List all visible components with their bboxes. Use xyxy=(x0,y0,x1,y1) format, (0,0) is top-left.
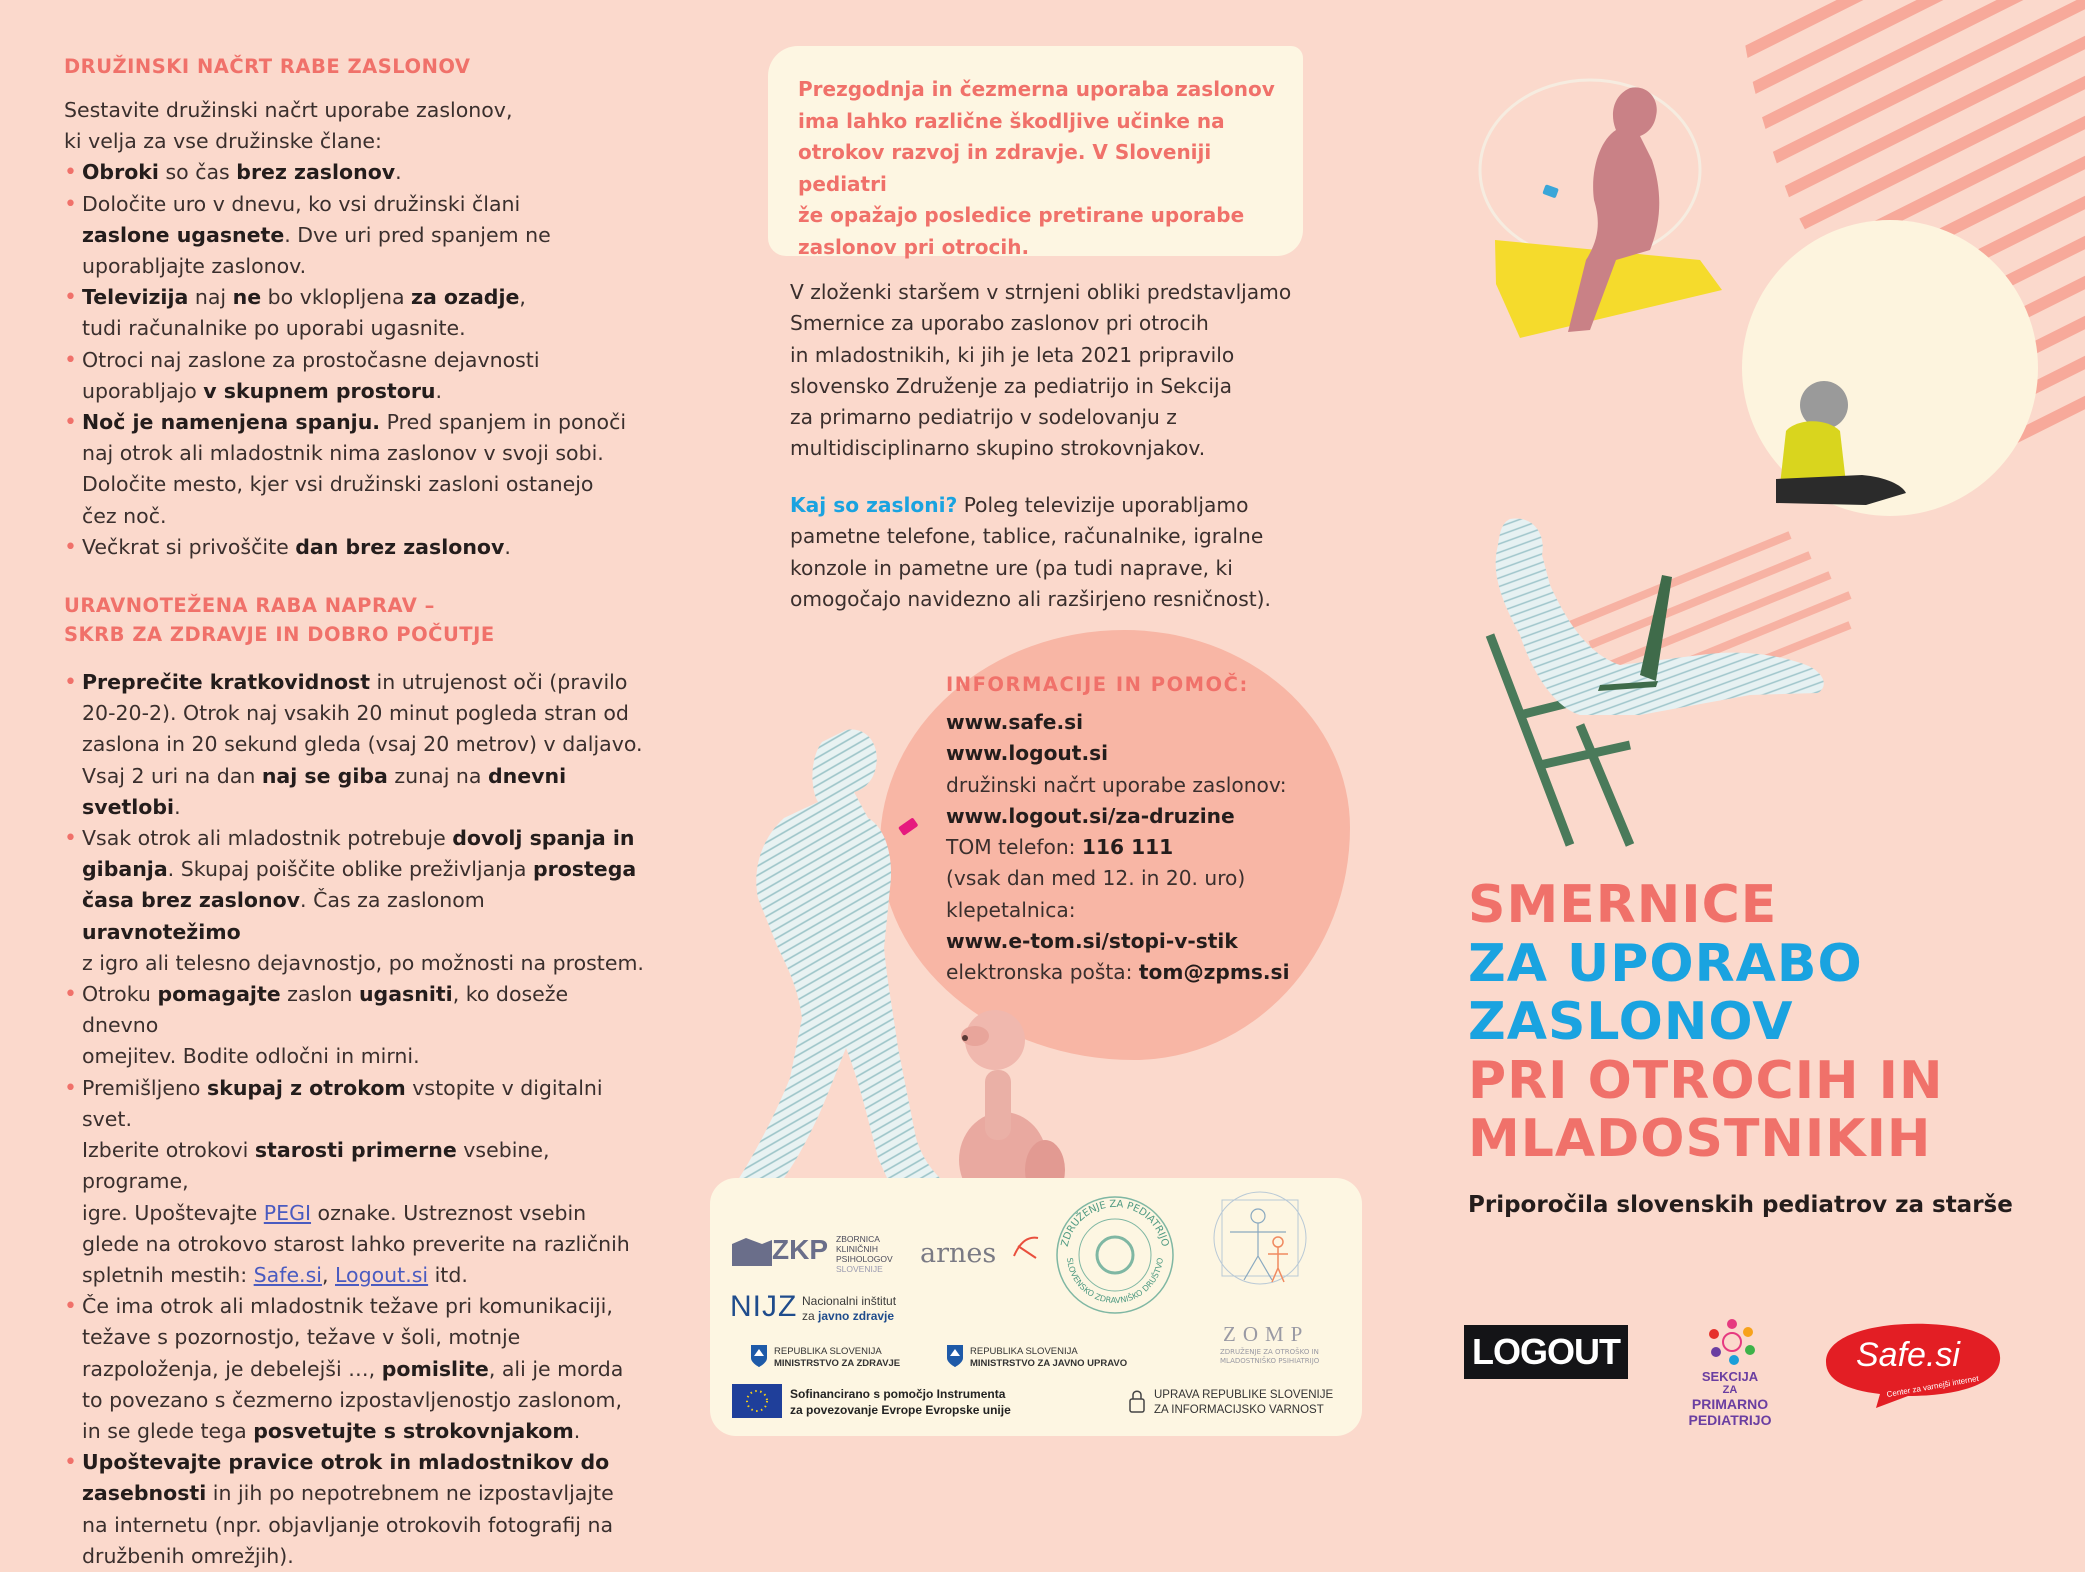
text: zunaj na xyxy=(387,763,488,788)
text: že opažajo posledice pretirane uporabe xyxy=(798,203,1245,227)
svg-text:ZDRUŽENJE ZA PEDIATRIJO xyxy=(1060,1199,1171,1248)
bold-text: uravnotežimo xyxy=(82,919,241,944)
bold-text: Noč je namenjena spanju. xyxy=(82,410,381,435)
arnes-logo: arnes xyxy=(920,1238,997,1269)
text: Pred spanjem in ponoči xyxy=(380,410,627,435)
bold-text: javno zdravje xyxy=(818,1309,895,1323)
seal-text-top: ZDRUŽENJE ZA PEDIATRIJO xyxy=(1059,1198,1171,1248)
text-line: • Otroci naj zaslone za prostočasne dejavnosti xyxy=(82,347,540,372)
text-line: MLADOSTNIŠKO PSIHIATRIJO xyxy=(1220,1356,1320,1365)
text: oznake. Ustreznost vsebin xyxy=(311,1200,587,1225)
text: zaslonov pri otrocih. xyxy=(798,234,1030,259)
text: , ko doseže dnevno xyxy=(82,982,569,1038)
text-line: SEKCIJA xyxy=(1701,1369,1759,1384)
bold-text: dovolj spanja in xyxy=(452,826,635,851)
girl-on-cushion-illustration xyxy=(1440,60,1740,350)
text-line: ZDRUŽENJE ZA OTROŠKO IN xyxy=(1220,1348,1319,1356)
family-plan-intro xyxy=(64,95,644,157)
bold-text: ne xyxy=(232,285,262,310)
eu-flag-icon xyxy=(732,1384,782,1418)
safe-tagline: Center za varnejši internet xyxy=(1885,1373,1980,1400)
text-line: PRIMARNO PEDIATRIJO xyxy=(1688,1396,1772,1428)
text: , xyxy=(519,285,526,310)
list-item xyxy=(64,823,644,979)
text-line: PSIHOLOGOV xyxy=(836,1254,893,1264)
text: Prezgodnja in čezmerna uporaba zaslonov xyxy=(798,77,1275,101)
children-circle-icon xyxy=(1704,1316,1760,1368)
text: TOM telefon: xyxy=(946,835,1082,860)
bold-text: v skupnem prostoru xyxy=(203,378,436,403)
text: Premišljeno xyxy=(82,1075,207,1100)
text-line: omogočajo navidezno ali razširjeno resničnost). xyxy=(790,586,1271,611)
cover-subtitle: Priporočila slovenskih pediatrov za starše xyxy=(1468,1192,2013,1218)
text: bo vklopljena xyxy=(261,285,412,310)
text-line: (vsak dan med 12. in 20. uro) xyxy=(946,866,1246,891)
text-line: Določite mesto, kjer vsi družinski zasloni ostanejo xyxy=(82,472,594,497)
zomp-logo-text: ZOMP xyxy=(1223,1322,1310,1346)
title-line: PRI OTROCIH IN xyxy=(1468,1050,1944,1111)
text: . Skupaj poiščite oblike preživljanja xyxy=(167,857,533,882)
text-line: KLINIČNIH xyxy=(836,1244,879,1254)
list-item xyxy=(64,532,644,563)
text-line: 20-20-2). Otrok naj vsakih 20 minut pogleda stran od xyxy=(82,701,629,726)
text-line: glede na otrokovo starost lahko preverite na različnih xyxy=(82,1231,630,1256)
text-line: Smernice za uporabo zaslonov pri otrocih xyxy=(790,311,1209,336)
list-item xyxy=(64,1291,644,1447)
screens-paragraph xyxy=(790,490,1310,615)
bold-text: dnevni svetlobi xyxy=(82,763,567,819)
partner-logos-panel xyxy=(710,1178,1362,1436)
help-section xyxy=(946,670,1346,989)
text-line: za povezovanje Evrope Evropske unije xyxy=(790,1403,1011,1417)
text: ima lahko različne škodljive učinke na xyxy=(798,108,1225,133)
seal-text-bottom: SLOVENSKO ZDRAVNIŠKO DRUŠTVO xyxy=(1065,1257,1165,1306)
text-line: klepetalnica: xyxy=(946,897,1076,922)
question-label: Kaj so zasloni? xyxy=(790,493,958,517)
text: . Čas za zaslonom xyxy=(300,888,485,913)
text-line: SLOVENIJE xyxy=(836,1264,883,1274)
text-line: tudi računalnike po uporabi ugasnite. xyxy=(82,316,466,341)
bold-text: pomagajte xyxy=(157,982,281,1007)
text: in jih po nepotrebnem ne izpostavljajte xyxy=(206,1481,614,1506)
bold-text: zaslone ugasnete xyxy=(82,222,285,247)
heading-line: SKRB ZA ZDRAVJE IN DOBRO POČUTJE xyxy=(64,623,495,647)
bold-text: Preprečite kratkovidnost xyxy=(82,670,371,695)
bold-text: gibanja xyxy=(82,857,168,882)
text: . xyxy=(395,160,402,185)
zdruzenje-pediatrija-seal xyxy=(1050,1190,1180,1320)
sekcija-logo xyxy=(1650,1316,1810,1426)
text-line: ZBORNICA xyxy=(836,1234,880,1244)
email-address[interactable]: tom@zpms.si xyxy=(1138,960,1290,985)
list-item xyxy=(64,157,644,188)
intro-paragraph xyxy=(790,277,1310,465)
list-item xyxy=(64,345,644,407)
text: naj xyxy=(188,285,233,310)
bold-text: dan brez zaslonov xyxy=(295,534,505,559)
slovenia-coat-icon xyxy=(946,1344,964,1368)
text-line: uporabljajte zaslonov. xyxy=(82,254,307,279)
text-line: za primarno pediatrijo v sodelovanju z xyxy=(790,405,1177,430)
walking-teen-illustration xyxy=(718,718,948,1188)
text-line: MINISTRSTVO ZA ZDRAVJE xyxy=(774,1358,901,1369)
text: . Dve uri pred spanjem ne xyxy=(284,222,551,247)
text: Večkrat si privoščite xyxy=(82,534,296,559)
text-line: in mladostnikih, ki jih je leta 2021 pripravilo xyxy=(790,342,1235,367)
text: in utrujenost oči (pravilo xyxy=(370,670,628,695)
list-item xyxy=(64,979,644,1073)
title-line: ZASLONOV xyxy=(1468,992,1794,1052)
zkp-logo xyxy=(732,1234,892,1274)
text-line: UPRAVA REPUBLIKE SLOVENIJE xyxy=(1154,1389,1334,1401)
text-line: pametne telefone, tablice, računalnike, igralne xyxy=(790,524,1264,549)
text: vstopite v digitalni svet. xyxy=(82,1075,603,1131)
safe-logo-text: Safe.si xyxy=(1856,1336,1960,1374)
text-line: konzole in pametne ure (pa tudi naprave, ki xyxy=(790,555,1233,580)
text-line: Nacionalni inštitut xyxy=(802,1294,897,1308)
man-in-chair-illustration xyxy=(1450,515,1850,885)
help-heading: INFORMACIJE IN POMOČ: xyxy=(946,673,1249,696)
text: Otroku xyxy=(82,982,158,1007)
text-line: zaslona in 20 sekund gleda (vsaj 20 metrov) v daljavo. xyxy=(82,732,643,757)
text-line: omejitev. Bodite odločni in mirni. xyxy=(82,1044,420,1069)
text: zaslon xyxy=(280,982,359,1007)
text: . xyxy=(174,794,181,819)
text: vsebine, programe, xyxy=(82,1138,550,1194)
text: za xyxy=(802,1309,819,1323)
bold-text: prostega xyxy=(532,857,637,882)
lock-icon xyxy=(1128,1388,1146,1414)
warning-note xyxy=(768,46,1303,259)
bold-text: posvetujte s strokovnjakom xyxy=(253,1418,574,1443)
text-line: • Če ima otrok ali mladostnik težave pri komunikaciji, xyxy=(82,1294,613,1319)
list-item xyxy=(64,1073,644,1291)
tom-phone: 116 111 xyxy=(1081,835,1174,860)
bold-text: zasebnosti xyxy=(82,1481,207,1506)
title-line: SMERNICE xyxy=(1468,875,1778,935)
text: , xyxy=(321,1262,335,1287)
text-line: z igro ali telesno dejavnostjo, po možnosti na prostem. xyxy=(82,950,644,975)
text-line: to povezano s čezmerno izpostavljenostjo zaslonom, xyxy=(82,1387,623,1412)
arnes-swoosh-icon xyxy=(1010,1232,1040,1262)
safe-si-logo[interactable] xyxy=(1818,1318,2006,1410)
text-line: težave s pozornostjo, težave v šoli, motnje xyxy=(82,1325,521,1350)
text-line: čez noč. xyxy=(82,503,167,528)
text: so čas xyxy=(158,160,237,185)
text-line: V zloženki staršem v strnjeni obliki predstavljamo xyxy=(790,280,1292,304)
text: . xyxy=(573,1418,581,1443)
text: . xyxy=(435,378,443,403)
text: razpoloženja, je debelejši …, xyxy=(82,1356,382,1381)
zkp-mark-icon xyxy=(732,1238,772,1268)
text-line: ZA xyxy=(1722,1384,1738,1396)
safe-si-url[interactable]: www.safe.si xyxy=(946,710,1084,734)
family-plan-url[interactable]: www.logout.si/za-druzine xyxy=(946,803,1235,828)
text: spletnih mestih: xyxy=(82,1262,254,1287)
logout-si-url[interactable]: www.logout.si xyxy=(946,741,1109,766)
text-line: Sestavite družinski načrt uporabe zaslonov, xyxy=(64,98,513,122)
nijz-logo: NIJZ xyxy=(730,1290,798,1323)
text: Poleg televizije uporabljamo xyxy=(957,493,1249,517)
text-line: na internetu (npr. objavljanje otrokovih fotografij na xyxy=(82,1512,614,1537)
balanced-heading xyxy=(64,591,644,649)
text-line: ki velja za vse družinske člane: xyxy=(64,129,382,154)
text-line: multidisciplinarno skupino strokovnjakov. xyxy=(790,436,1206,461)
list-item xyxy=(64,667,644,823)
text-line: družbenih omrežjih). xyxy=(82,1543,294,1568)
bold-text: časa brez zaslonov xyxy=(82,888,301,913)
text: igre. Upoštevajte xyxy=(82,1200,264,1225)
bold-text: brez zaslonov xyxy=(236,160,396,185)
text: Vsak otrok ali mladostnik potrebuje xyxy=(82,826,453,851)
title-line: ZA UPORABO xyxy=(1468,933,1863,994)
text: , ali je morda xyxy=(488,1356,624,1381)
bold-text: Televizija xyxy=(82,285,189,310)
title-line: MLADOSTNIKIH xyxy=(1468,1109,1932,1169)
logout-logo[interactable] xyxy=(1464,1325,1628,1379)
text-line: REPUBLIKA SLOVENIJA xyxy=(970,1346,1078,1357)
text-line: Sofinancirano s pomočjo Instrumenta xyxy=(790,1387,1006,1401)
text-line: MINISTRSTVO ZA JAVNO UPRAVO xyxy=(970,1358,1128,1369)
family-plan-heading: DRUŽINSKI NAČRT RABE ZASLONOV xyxy=(64,55,471,78)
left-column xyxy=(64,52,644,1572)
zomp-vitruvian-icon xyxy=(1210,1186,1330,1296)
list-item xyxy=(64,189,644,283)
list-item xyxy=(64,1447,644,1572)
warning-text xyxy=(798,74,1278,263)
toddler-illustration xyxy=(1766,375,1916,525)
bold-text: Upoštevajte pravice otrok in mladostnikov do xyxy=(82,1450,610,1475)
text: Izberite otrokovi xyxy=(82,1138,255,1163)
slovenia-coat-icon xyxy=(750,1344,768,1368)
chat-url[interactable]: www.e-tom.si/stopi-v-stik xyxy=(946,929,1238,954)
bold-text: pomislite xyxy=(381,1356,489,1381)
text-line: družinski načrt uporabe zaslonov: xyxy=(946,772,1287,797)
cover-title xyxy=(1468,876,2028,1169)
bold-text: za ozadje xyxy=(411,285,520,310)
text: elektronska pošta: xyxy=(946,960,1139,985)
heading-line: URAVNOTEŽENA RABA NAPRAV – xyxy=(64,594,435,618)
list-item xyxy=(64,282,644,344)
text-line: • Določite uro v dnevu, ko vsi družinski člani xyxy=(82,191,521,216)
text: Vsaj 2 uri na dan xyxy=(82,763,262,788)
text-line: REPUBLIKA SLOVENIJA xyxy=(774,1346,882,1357)
pegi-link[interactable]: PEGI xyxy=(263,1200,312,1225)
text: otrokov razvoj in zdravje. V Sloveniji pediatri xyxy=(798,140,1212,196)
bold-text: ugasniti xyxy=(358,982,453,1007)
logout-logo-text: LOGOUT xyxy=(1472,1331,1620,1372)
bold-text: naj se giba xyxy=(261,763,388,788)
safe-si-link[interactable]: Safe.si xyxy=(253,1262,322,1287)
text: in se glede tega xyxy=(82,1418,254,1443)
text-line: slovensko Združenje za pediatrijo in Sekcija xyxy=(790,373,1232,398)
text: . xyxy=(504,534,511,559)
text: itd. xyxy=(428,1262,468,1287)
text-line: naj otrok ali mladostnik nima zaslonov v svoji sobi. xyxy=(82,441,604,466)
list-item xyxy=(64,407,644,532)
logout-si-link[interactable]: Logout.si xyxy=(335,1262,429,1287)
bold-text: starosti primerne xyxy=(254,1138,457,1163)
text: uporabljajo xyxy=(82,378,204,403)
bold-text: skupaj z otrokom xyxy=(207,1075,406,1100)
text-line: ZA INFORMACIJSKO VARNOST xyxy=(1154,1404,1324,1416)
bold-text: Obroki xyxy=(82,160,159,185)
zkp-abbr: ZKP xyxy=(772,1234,828,1265)
